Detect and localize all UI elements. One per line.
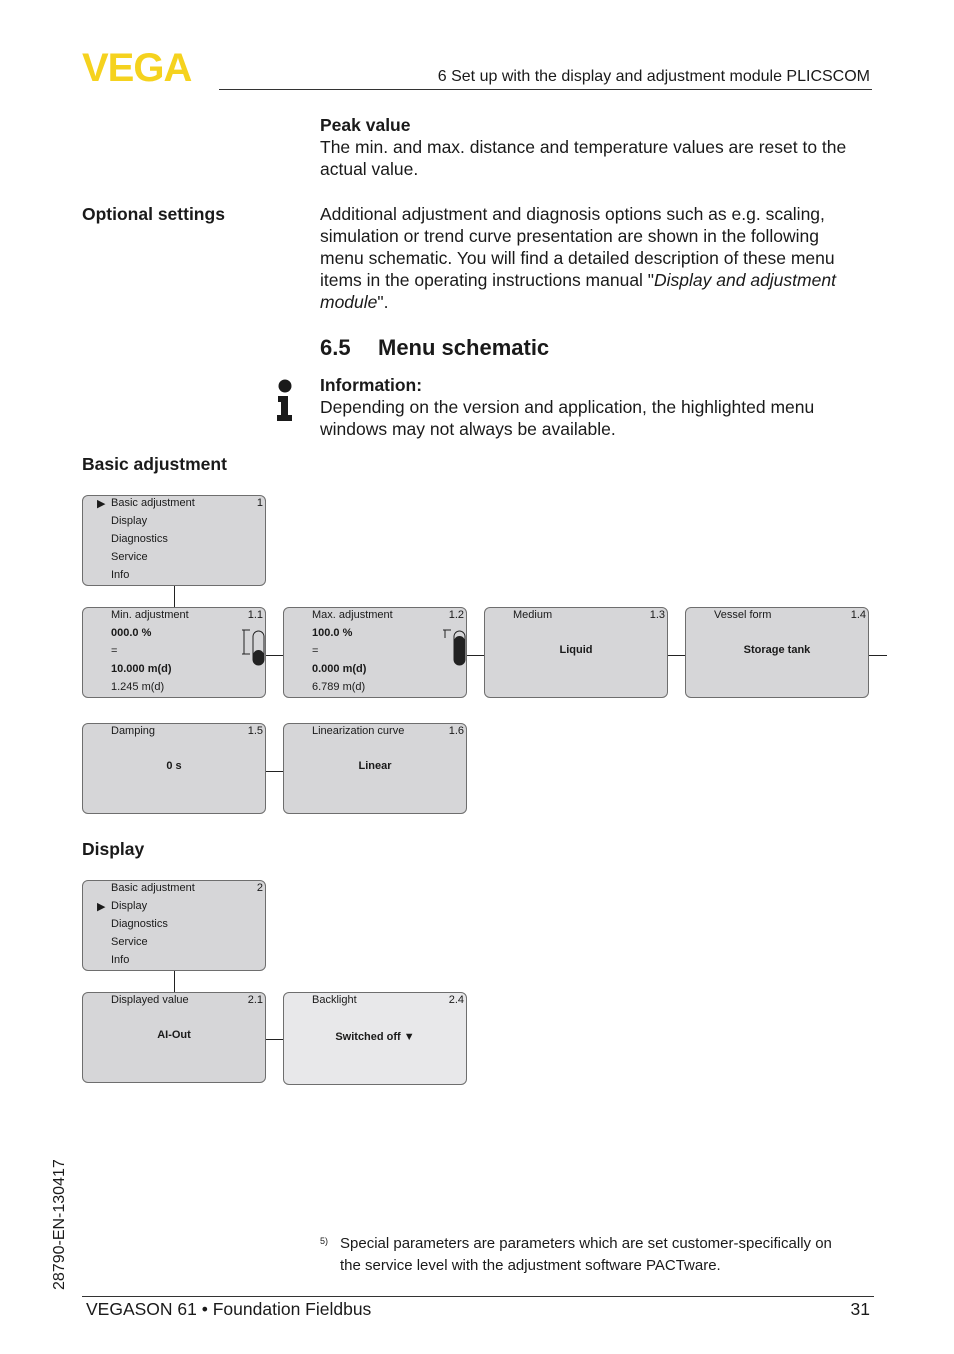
connector [668,655,685,656]
header-rule [219,89,872,90]
menu-number: 2 [256,882,263,894]
optional-settings-line-4: items in the operating instructions manual "Display and adjustment [320,270,836,290]
menu-item[interactable]: Basic adjustment [111,882,195,894]
window-number: 1.4 [850,609,866,621]
damping-value: 0 s [166,760,182,772]
footnote-line-2: the service level with the adjustment software PACTware. [340,1257,721,1274]
max-adjustment-window[interactable] [283,607,467,698]
medium-window[interactable] [484,607,668,698]
window-number: 1.6 [448,725,464,737]
displayed-value-window[interactable] [82,992,266,1083]
menu-item[interactable]: Basic adjustment [111,497,195,509]
page-number: 31 [850,1299,870,1319]
chapter-header: 6 Set up with the display and adjustment module PLICSCOM [437,68,870,85]
optional-settings-line-1: Additional adjustment and diagnosis options such as e.g. scaling, [320,204,825,224]
window-title: Min. adjustment [111,609,189,621]
vessel-form-window[interactable] [685,607,869,698]
distance-value: 10.000 m(d) [111,663,172,675]
connector [174,586,175,607]
menu-number: 1 [256,497,263,509]
document-code [38,1140,78,1300]
backlight-window[interactable] [283,992,467,1085]
menu-item[interactable]: Service [111,936,148,948]
svg-text:28790-EN-130417: 28790-EN-130417 [51,1159,68,1290]
distance-value: 0.000 m(d) [312,663,367,675]
connector [467,655,484,656]
percent-value: 000.0 % [111,627,152,639]
section-heading [320,335,549,361]
window-title: Max. adjustment [312,609,393,621]
window-number: 2.1 [247,994,263,1006]
selected-arrow-icon: ▶ [97,498,106,510]
vessel-form-value: Storage tank [743,644,811,656]
info-icon [274,378,296,422]
connector [266,655,283,656]
footer-rule [82,1296,874,1297]
medium-value: Liquid [559,644,593,656]
optional-settings-line-2: simulation or trend curve presentation are shown in the following [320,226,820,246]
optional-settings-line-3: menu schematic. You will find a detailed description of these menu [320,248,835,268]
min-adjustment-window[interactable] [82,607,266,698]
vega-logo [82,50,212,84]
equals-sign: = [312,645,319,657]
window-title: Damping [111,725,156,737]
footnote-marker: 5) [320,1236,329,1246]
tank-max-icon [441,628,467,666]
displayed-value: AI-Out [157,1029,191,1041]
menu-item[interactable]: Diagnostics [111,918,168,930]
menu-item[interactable]: Display [111,900,148,912]
peak-value-text-2: actual value. [320,159,419,179]
peak-value-text-1: The min. and max. distance and temperature values are reset to the [320,137,847,157]
measured-value: 1.245 m(d) [111,681,165,693]
display-main-menu[interactable] [82,880,266,971]
window-number: 2.4 [448,994,464,1006]
window-title: Medium [513,609,553,621]
section-title: Menu schematic [378,335,550,360]
dropdown-arrow-icon[interactable]: ▼ [403,1031,415,1043]
optional-settings-label: Optional settings [82,204,225,224]
information-heading: Information: [320,375,423,395]
window-title: Vessel form [714,609,772,621]
window-number: 1.1 [247,609,263,621]
tank-min-icon [240,628,266,666]
basic-main-menu[interactable] [82,495,266,586]
menu-item[interactable]: Info [111,569,130,581]
svg-text:VEGA: VEGA [82,50,192,84]
backlight-value: Switched off [335,1031,401,1043]
window-title: Linearization curve [312,725,405,737]
selected-arrow-icon: ▶ [97,901,106,913]
peak-value-heading: Peak value [320,115,411,135]
connector [869,655,887,656]
window-title: Displayed value [111,994,189,1006]
optional-settings-line-5: module". [320,292,389,312]
window-number: 1.2 [448,609,464,621]
window-number: 1.3 [649,609,665,621]
window-number: 1.5 [247,725,263,737]
backlight-value-row [284,1031,466,1043]
measured-value: 6.789 m(d) [312,681,366,693]
information-line-2: windows may not always be available. [320,419,616,439]
footer-product: VEGASON 61 • Foundation Fieldbus [86,1299,372,1319]
basic-adjustment-label: Basic adjustment [82,454,227,474]
damping-window[interactable] [82,723,266,814]
percent-value: 100.0 % [312,627,353,639]
linearization-window[interactable] [283,723,467,814]
display-label: Display [82,839,145,859]
menu-item[interactable]: Service [111,551,148,563]
information-line-1: Depending on the version and application, the highlighted menu [320,397,815,417]
connector [174,971,175,992]
window-title: Backlight [312,994,357,1006]
linearization-value: Linear [358,760,392,772]
menu-item[interactable]: Diagnostics [111,533,168,545]
menu-item[interactable]: Info [111,954,130,966]
section-number: 6.5 [320,335,351,360]
connector [266,771,283,772]
connector [266,1039,283,1040]
equals-sign: = [111,645,118,657]
menu-item[interactable]: Display [111,515,148,527]
footnote-line-1: Special parameters are parameters which are set customer-specifically on [340,1235,832,1252]
